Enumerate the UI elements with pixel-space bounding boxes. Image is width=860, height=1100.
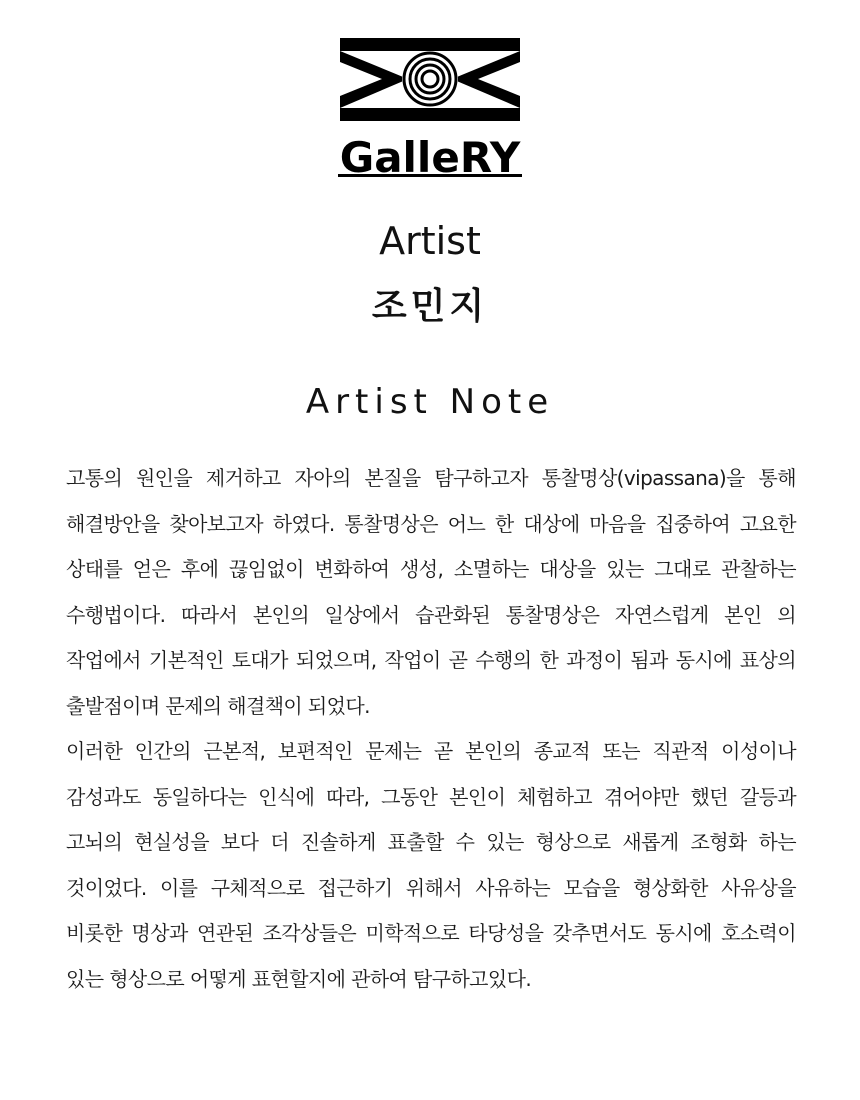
artist-label: Artist [379,219,481,263]
artist-name: 조민지 [371,286,489,327]
gallery-logo-text: GalleRY [339,133,521,180]
gallery-logo [338,38,522,180]
note-paragraph-1: 고통의 원인을 제거하고 자아의 본질을 탐구하고자 통찰명상(vipassana)을 통해 해결방안을 찾아보고자 하였다. 통찰명상은 어느 한 대상에 마음을 집중하여 고요한 상태를 얻은 후에 끊임없이 변화하여 생성, 소멸하는 대상을 있는 그대로 관찰하는 수행법이다. 따라서 본인의 일상에서 습관화된 통찰명상은 자연스럽게 본인 의 작업에서 기본적인 토대가 되었으며, 작업이 곧 수행의 한 과정이 됨과 동시에 표상의 출발점이며 문제의 해결책이 되었다. [66,466,796,718]
gallery-logo-icon [338,38,522,180]
note-paragraph-2: 이러한 인간의 근본적, 보편적인 문제는 곧 본인의 종교적 또는 직관적 이성이나 감성과도 동일하다는 인식에 따라, 그동안 본인이 체험하고 겪어야만 했던 갈등과 고뇌의 현실성을 보다 더 진솔하게 표출할 수 있는 형상으로 새롭게 조형화 하는 것이었다. 이를 구체적으로 접근하기 위해서 사유하는 모습을 형상화한 사유상을 비롯한 명상과 연관된 조각상들은 미학적으로 타당성을 갖추면서도 동시에 호소력이 있는 형상으로 어떻게 표현할지에 관하여 탐구하고있다. [66,739,796,991]
artist-note-body [66,456,796,1002]
artist-note-title: Artist Note [305,382,555,422]
